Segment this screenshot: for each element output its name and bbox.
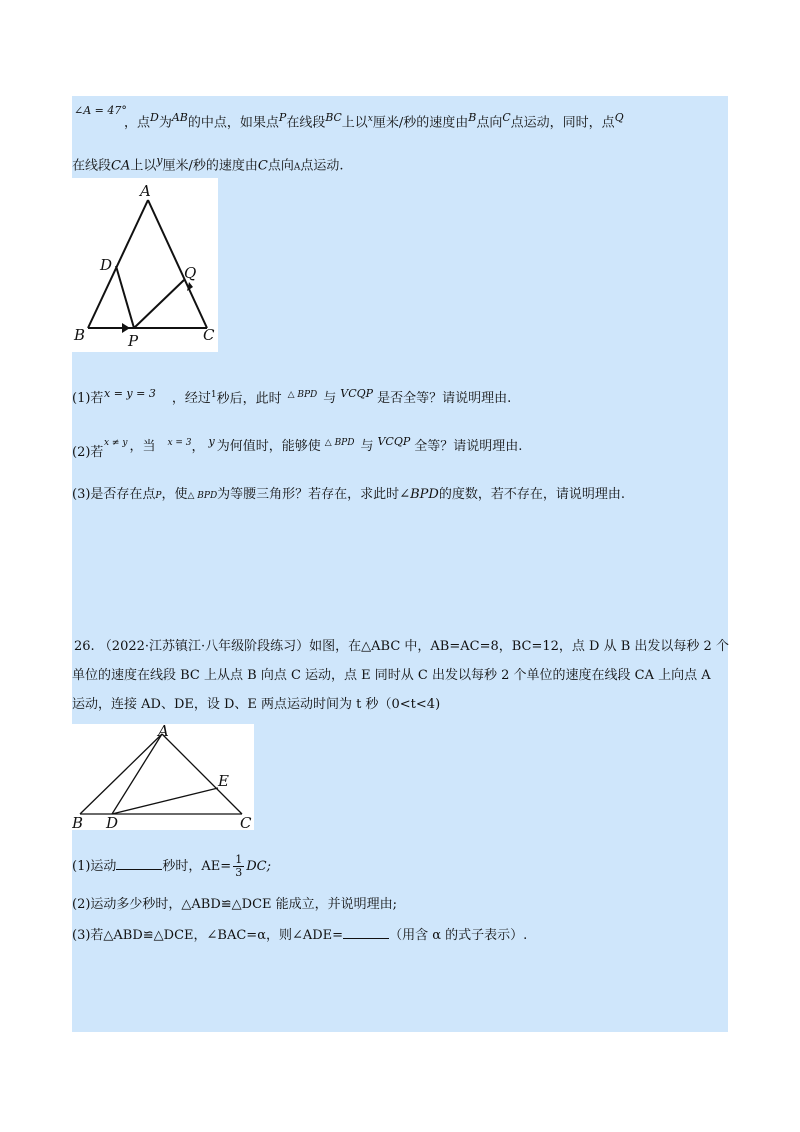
label-e: E <box>218 772 229 790</box>
fraction: $\frac{1}{3}$ <box>235 853 243 880</box>
q25-part3: (3)是否存在点P，使△ BPD为等腰三角形？若存在，求此时∠BPD的度数，若不存在，请说明理由. <box>72 487 625 502</box>
side-ab <box>88 200 148 328</box>
side-ac <box>162 734 242 814</box>
label-c: C <box>240 814 252 830</box>
segment-ad <box>112 734 162 814</box>
q25-intro-line1b: ，点$^D$为$^{AB}$的中点，如果点$^P$在线段$^{BC}$上以$^x$厘米/秒的速度由$^B$点向$^C$点运动，同时，点$^Q$ <box>124 111 624 131</box>
q26-line2: 单位的速度在线段 BC 上从点 B 向点 C 运动，点 E 同时从 C 出发以每秒 2 个单位的速度在线段 CA 上向点 A <box>72 668 711 683</box>
label-c: C <box>203 326 215 344</box>
figure-triangle-abc-2 <box>72 724 254 830</box>
q26-part1: (1)运动 秒时，AE= $\frac{1}{3}$ DC; <box>72 853 271 880</box>
figure-2-svg <box>72 724 254 830</box>
segment-pq <box>134 280 184 328</box>
answer-blank[interactable] <box>343 928 389 939</box>
label-p: P <box>128 332 139 350</box>
label-d: D <box>106 814 119 830</box>
label-q: Q <box>184 264 197 282</box>
q26-part3: (3)若△ABD≌△DCE，∠BAC=α，则∠ADE= （用含 α 的式子表示）. <box>72 928 528 943</box>
side-ab <box>80 734 162 814</box>
figure-triangle-abc-1 <box>72 178 218 352</box>
figure-1-svg <box>72 178 218 352</box>
side-ac <box>148 200 207 328</box>
angle-a: ∠A = 47° <box>74 104 127 117</box>
label-b: B <box>72 814 84 830</box>
segment-dp <box>116 266 134 328</box>
q25-intro-line1 <box>74 104 127 117</box>
label-a: A <box>158 724 169 740</box>
q25-part1: (1)若 <box>72 391 104 406</box>
segment-de <box>112 788 218 814</box>
q26-line1: 26. （2022·江苏镇江·八年级阶段练习）如图，在△ABC 中，AB=AC=8，BC=12，点 D 从 B 出发以每秒 2 个 <box>74 639 729 654</box>
answer-blank[interactable] <box>116 859 162 870</box>
q25-intro-line2: 在线段CA上以$^y$厘米/秒的速度由C点向A点运动. <box>72 154 344 174</box>
q25-part1-rest: $^{x = y = 3}$ ，经过$^1$秒后，此时 $^{\triangle BPD}$ 与 $^{VCQP}$ 是否全等？请说明理由. <box>104 387 512 407</box>
q26-part2: (2)运动多少秒时，△ABD≌△DCE 能成立，并说明理由; <box>72 897 398 912</box>
q25-part2: (2)若 <box>72 445 104 460</box>
q25-part2-rest: $^{x \ne y}$ ，当 $^{x = 3}$， $^y$ 为何值时，能够使 $^{\triangle BPD}$ 与 $^{VCQP}$ 全等？请说明理由. <box>104 435 523 455</box>
q26-line3: 运动，连接 AD、DE，设 D、E 两点运动时间为 t 秒（0<t<4) <box>72 697 441 712</box>
label-a: A <box>140 182 151 200</box>
label-d: D <box>100 256 113 274</box>
label-b: B <box>74 326 86 344</box>
